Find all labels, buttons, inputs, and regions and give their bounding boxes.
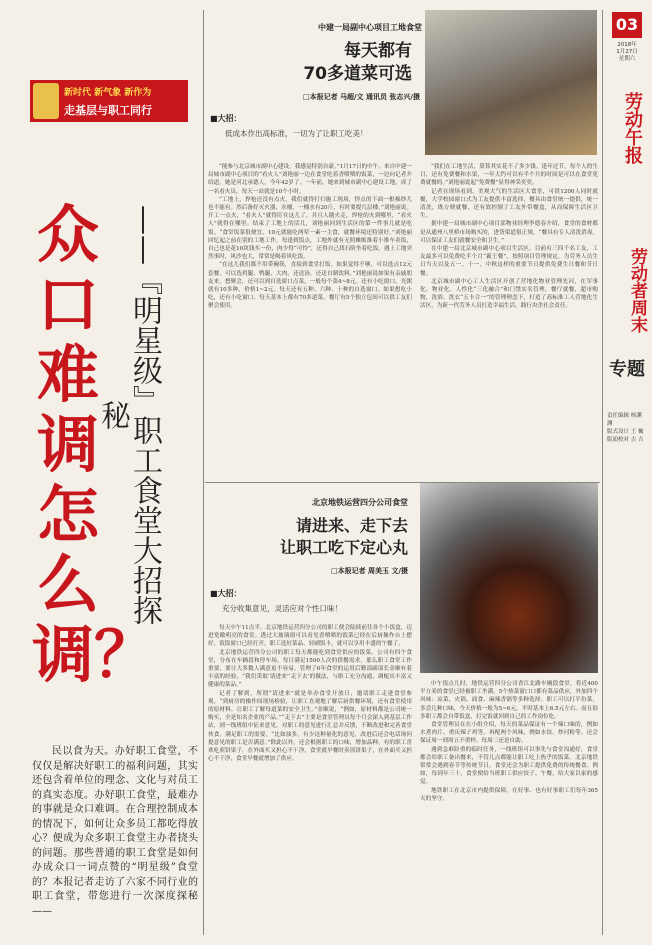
story2-title-line: 让职工吃下定心丸: [279, 538, 408, 557]
story1-lead-label: ■大招：: [210, 114, 242, 123]
story1-title-line: 70多道菜可选: [303, 64, 412, 84]
paragraph: “我们在工地生活，算算其实花不了多少钱。逢年过节，每个人的生日，还有免费餐和水果，一年大约可以有半个月的时间是可以在食堂免费就餐的。”刘艳丽说起“免费餐”显得神采奕奕。: [420, 164, 598, 187]
paragraph: “在这儿我们都不用带碗筷，直接到食堂打饭。如果觉得不够，可以选点12元套餐，可以选鸡腿、鸭腿、大肉，还送汤，还送自制饮料。”刘艳丽说如果有亲戚朋友来，想聚会，还可以到自选窗口点菜，一般每个菜4~8元。还有小吃窗口，光粥就有10多种，价格1~2元。每天还有五种、六种、十种的自选窗口。如果想吃小吃，还有小吃窗口。每天基本上都有70多道菜，餐厅有5个独立包间可以供工友们聚会使用。: [208, 262, 412, 310]
date-year: 2018年: [617, 42, 637, 48]
column-divider: [602, 10, 603, 935]
story1-column-b: [420, 163, 598, 473]
paragraph: 每天中午11点半，北京地铁运营四分公司的职工便会陆续前往各个小饭盒，迈进宽敞明亮的食堂。透过大玻璃窗可以看见香喷喷的饭菜已经在后厨操作台上摆好，饭饭窗口已经打开，职工选好菜品、轻刷饭卡，就可以享用丰盛的午餐了。: [208, 625, 412, 648]
emblem-icon: [33, 83, 59, 119]
paragraph: 据中建一局城市副中心项目部物业经理李德春介绍，食堂的食材都是从通州八里桥市场购买的，进货渠道很正规，“餐具有专人清洗消毒，可以保证工友们就餐安全和卫生。”: [420, 221, 598, 244]
paragraph: “工地上，焊枪还没有点火，我们就得打扫施工现场，焊点的下面一根棉纱儿也不能有。然后备好灭火器、水桶，一桶水有20斤，有时要提几层楼。”刘艳丽说。开工一点火，“看火人”就得盯在这儿了，并且人随火走，焊枪的火到哪里，“看火人”就得在哪里。结束了工地上的活儿，刘艳丽回到生活区的第一件事儿就是吃饭。“食堂饭菜很便宜，10元就能吃两荤一素一主食，就餐环境还特别好。”刘艳丽回忆起之前在别的工地工作，每逢到饭点，工地外就有无照摊贩推着小推车卖饭，自己也是花10块钱买一份，肉少得“可怜”，还得自己找石阶坐着吃饭。遇上工地突然事时，风沙也大，常常是喝着风吃饭。: [208, 196, 412, 261]
paragraph: 记者在现场看到，美观大气的生活区大食堂，可供1200人同时就餐，大学校园窗口式为工友提供丰富选择，餐具由食堂统一提供，统一清洗，既方便就餐，还有效控制了工友外带餐盒，从而保障生活区卫生。: [420, 188, 598, 220]
main-headline: 众口难调怎么调？: [32, 198, 157, 691]
date-day: 1月27日: [616, 49, 638, 55]
intro-paragraph: 民以食为天。办好职工食堂，不仅仅是解决好职工的福利问题，其实还包含着单位的理念、文化与对员工的真实态度。办好职工食堂，最难办的事就是众口难调。在合理控制成本的情况下，如何让众多员工都吃得放心？便成为众多职工食堂主办者挠头的问题。那些普通的职工食堂是如何办成众口一词点赞的“明星级”食堂的？本报记者走访了六家不同行业的职工食堂，带您进行一次深度探秘——: [32, 746, 198, 917]
paragraph: 食堂管理员在在小组介绍，每天的菜品保证有一个辣口味的，例如水煮肉片、重庆辣子鸡等，再配两个风味，例如水饺、炒河粉等。还会保证周一到周五不重样，每周三还是自助。: [420, 722, 598, 745]
story2-photo: [420, 483, 598, 673]
masthead-logo: 劳动午报: [622, 92, 643, 164]
column-divider: [203, 10, 204, 935]
banner-title: 走基层与职工同行: [64, 104, 152, 117]
staff-line: 责任编辑 杨渊渊: [607, 413, 642, 427]
paragraph: “能参与北京城市副中心建设，我感觉特别自豪。”1月17日的中午，来自中建一局城市副中心项目的“看火人”刘艳丽一边在食堂吃着香喷喷的饭菜，一边向记者介绍道。她是河北承德人，今年42岁了。一年前，她来到城市副中心建设工地，成了一名看火员，每天一站就是10个小时。: [208, 164, 412, 195]
section-banner: [30, 80, 188, 122]
section-label: 专题: [609, 359, 645, 380]
paragraph: 在中建一局北京城市副中心项目生活区，目前有三四千名工友，工友最多可以免费吃半个月“霸王餐”。按照项目管理规定，为劳务人员生日当天以及五一、十一、中秋这样的重要节日提供免费生日餐和节日餐。: [420, 246, 598, 277]
page-number: 03: [612, 12, 642, 38]
paragraph: 北京地铁运营四分公司的职工每天都能吃到食堂供应的饭菜。公司有四个食堂，分布在车辆段和停车场，每日满足1500人次的供餐需求。那么职工食堂工作重要，要让大多数人满意更不容易。管理了6年食堂的运用后勤部副部长金顺有着丰富的经验，“我们采取‘请进来’‘走下去’的做法，与职工充分沟通，调配出丰富又健康的菜品。”: [208, 649, 412, 689]
story2-kicker: 北京地铁运营四分公司食堂: [312, 498, 408, 507]
story1-quote: 低成本作出高标准，一切为了让职工吃美！: [225, 129, 368, 138]
staff-credits: [607, 412, 647, 444]
story2-lead-label: ■大招：: [210, 589, 242, 598]
issue-date: [607, 42, 647, 63]
story2-quote: 充分收集意见，灵活应对个性口味！: [222, 604, 342, 613]
edition-title: 劳动者周末: [627, 247, 647, 333]
story2-byline: □本报记者 周美玉 文/摄: [330, 567, 408, 575]
story2-column-b: [420, 680, 598, 935]
paragraph: 遇到急难险重的临时任务，一线班组可以事先与食堂沟通好，食堂都会给职工备出餐来，不管几点都能让职工吃上热乎的饭菜。北京地铁常常会遇到春节等传统节日，食堂还会为职工提供免费的传统餐食。例如，每到年三十，食堂便给当班职工供应饺子、午餐，给大家以家的感觉。: [420, 746, 598, 786]
staff-line: 版式设计 王 巍: [607, 429, 644, 435]
paragraph: 北京城市副中心工人生活区开创了营地化物业管理先河，在军事化、物业化、人性化“三化融合”和门禁实名管理，餐厅就餐，超市购物，洗浴、洗衣“五卡合一”的管理理念下，打造了高标准工人营地化生活区，为新一代劳务人员打造幸福生活，践行央企社会责任。: [420, 278, 598, 310]
story2-column-a: [208, 624, 412, 934]
banner-slogan: 新时代 新气象 新作为: [64, 88, 152, 98]
story2-title: [210, 515, 408, 559]
paragraph: 记者了解到，所谓“请进来”就是举办食堂开放日，邀请职工走进食堂参观。“到厨房的操作间现场检验，让职工直观地了解后厨供餐环境，还有食堂使用的原材料，让职工了解每道菜的安全卫生。”金顺说，“例如，原材料都是公司统一购买，全是知名企业的产品。”“走下去”主要是食堂管理员每个月会深入到基层工作站，到一线班组中征求意见，对职工的意见进行汇总并反馈，不断改进和完善食堂伙食，满足职工的需要。“比如油多，有少这种量化的意见，改进后还会电话询问提意见的职工是否满意。”除此以外，还会根据职工的口味，增加品种，有的职工喜欢吃煎饼果子，在外面买又担心不干净，食堂就早餐时卖煎饼果子，在外面买又担心不干净，食堂早餐就增加了供应。: [208, 690, 412, 763]
paragraph: 中午饭点儿时，地铁运营四分公司香江北路车辆段食堂，将近400平方米的食堂已经被职工坐满。5个热菜窗口口都有菜品供应，外加四个风味：凉菜，火锅、面食、麻辣香锅等多种选择。职工可以打半份菜，多尝几种口味，今天价格一般为5~6元，平时基本上6.5元左右。而且很多职工都会自带饭盒，打完饭就回到自己的工作岗位吃。: [420, 681, 598, 720]
story1-photo: [425, 10, 597, 155]
story1-title: [212, 40, 412, 86]
story1-kicker: 中建一局副中心项目工地食堂: [318, 23, 422, 32]
story2-title-line: 请进来、走下去: [295, 516, 408, 535]
story1-column-a: [208, 163, 412, 473]
story1-title-line: 每天都有: [344, 41, 412, 61]
paragraph: 地铁职工在北京市内提供保障，在好事、也有好事职工们每年365天的坚守。: [420, 787, 598, 802]
story1-byline: □本报记者 马超/文 通讯员 张志兴/摄: [302, 93, 420, 101]
date-weekday: 星期六: [618, 56, 636, 62]
main-subheadline: ——『明星级』职工食堂大招探秘: [95, 205, 162, 625]
staff-line: 版面校对 吉 吉: [607, 437, 644, 443]
